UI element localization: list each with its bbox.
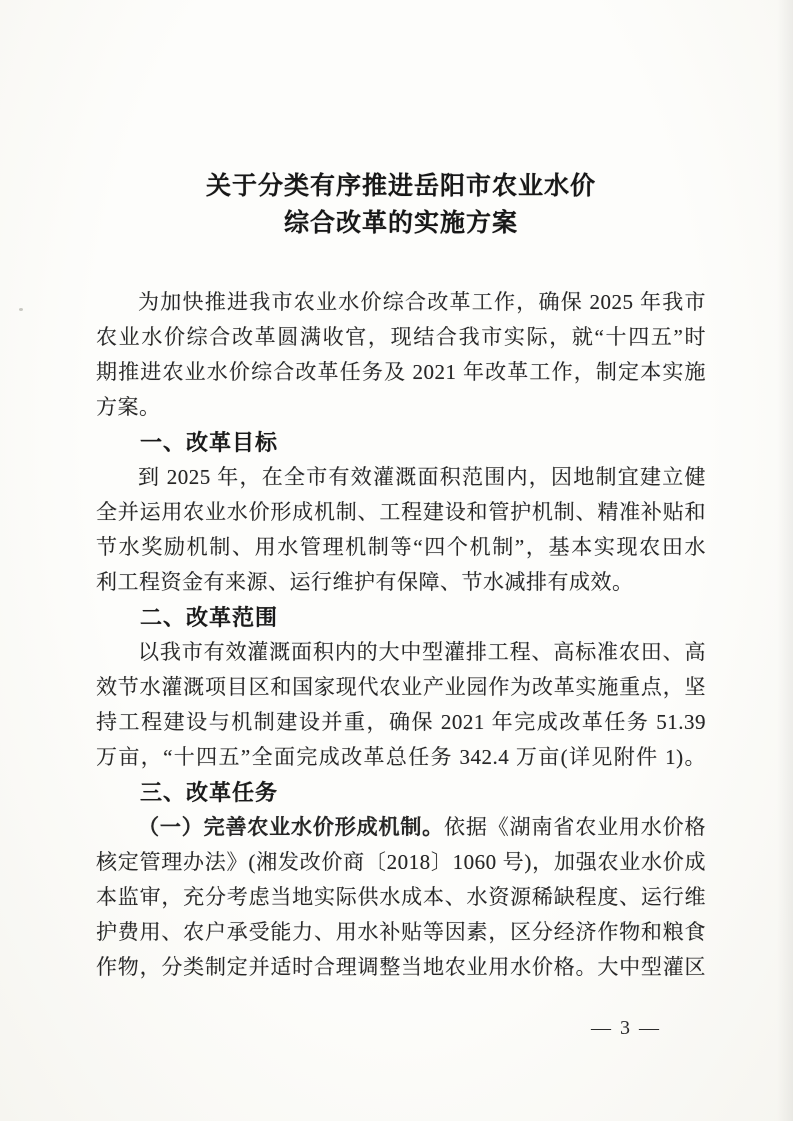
text-line: 护费用、农户承受能力、用水补贴等因素，区分经济作物和粮食 <box>96 920 706 944</box>
text-line: 本监审，充分考虑当地实际供水成本、水资源稀缺程度、运行维 <box>96 885 706 909</box>
text-line: 持工程建设与机制建设并重，确保 2021 年完成改革任务 51.39 <box>96 710 706 734</box>
text-line: 核定管理办法》(湘发改价商〔2018〕1060 号)，加强农业水价成 <box>96 850 706 874</box>
section-heading-goal: 一、改革目标 <box>140 430 279 455</box>
paragraph-task-1 <box>96 810 706 985</box>
task-lead-bold: （一）完善农业水价形成机制。 <box>138 815 445 839</box>
page-number: — 3 — <box>591 1017 661 1039</box>
scan-edge-shadow <box>777 0 793 1121</box>
text-line: 为加快推进我市农业水价综合改革工作，确保 2025 年我市 <box>138 290 706 314</box>
section-heading-tasks: 三、改革任务 <box>140 780 279 805</box>
scan-speck <box>19 308 23 311</box>
paragraph-scope <box>96 635 706 775</box>
text-line: 作物，分类制定并适时合理调整当地农业用水价格。大中型灌区 <box>96 955 706 979</box>
text-line: 节水奖励机制、用水管理机制等“四个机制”，基本实现农田水 <box>96 535 706 559</box>
document-body <box>96 285 706 985</box>
section-heading-scope: 二、改革范围 <box>140 605 279 630</box>
title-line-2: 综合改革的实施方案 <box>283 210 518 237</box>
title-line-1: 关于分类有序推进岳阳市农业水价 <box>205 173 596 200</box>
text-line: 方案。 <box>96 395 161 419</box>
text-line: 农业水价综合改革圆满收官，现结合我市实际，就“十四五”时 <box>96 325 706 349</box>
document-title <box>96 168 706 242</box>
text-line: 到 2025 年，在全市有效灌溉面积范围内，因地制宜建立健 <box>138 465 706 489</box>
text-line: 利工程资金有来源、运行维护有保障、节水减排有成效。 <box>96 570 634 594</box>
text-line: 以我市有效灌溉面积内的大中型灌排工程、高标准农田、高 <box>138 640 706 664</box>
paragraph-goal <box>96 460 706 600</box>
text-line <box>96 810 706 845</box>
task-lead-rest: 依据《湖南省农业用水价格 <box>444 815 707 839</box>
text-line: 万亩，“十四五”全面完成改革总任务 342.4 万亩(详见附件 1)。 <box>96 745 706 769</box>
paragraph-intro <box>96 285 706 425</box>
text-line: 期推进农业水价综合改革任务及 2021 年改革工作，制定本实施 <box>96 360 706 384</box>
text-line: 全并运用农业水价形成机制、工程建设和管护机制、精准补贴和 <box>96 500 706 524</box>
text-line: 效节水灌溉项目区和国家现代农业产业园作为改革实施重点，坚 <box>96 675 706 699</box>
